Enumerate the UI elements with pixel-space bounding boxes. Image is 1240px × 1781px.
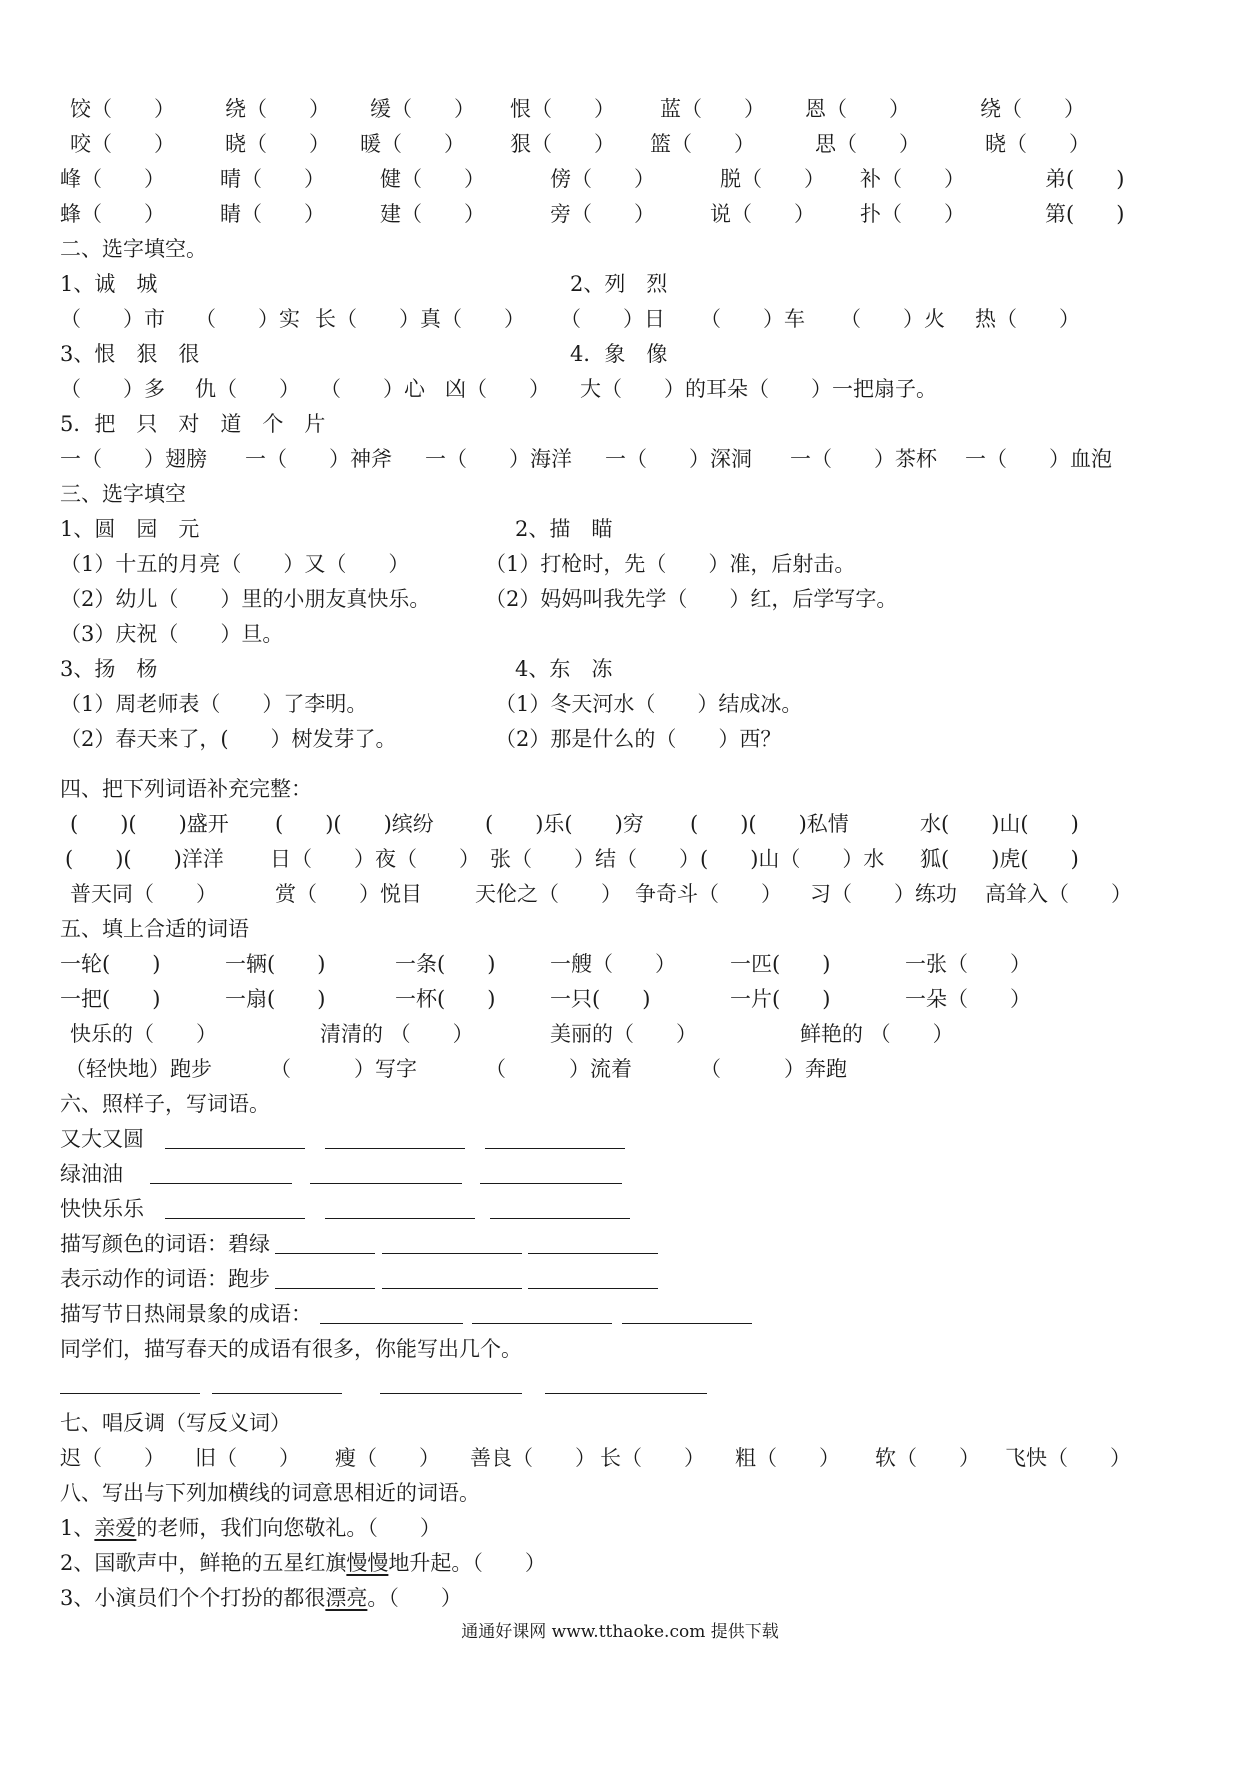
item-prefix: 1、 [60, 1516, 95, 1540]
fill-blank: 真（ ） [420, 307, 525, 331]
idiom-row [60, 807, 1190, 841]
sentence-item: （2）妈妈叫我先学（ ）红，后学写字。 [485, 587, 898, 611]
char-blank: 晴（ ） [220, 167, 325, 191]
group-title-row: 5．把 只 对 道 个 片 [60, 412, 326, 436]
fill-blank: 一（ ）茶杯 [790, 447, 937, 471]
pattern-label: 描写颜色的词语：碧绿 [60, 1232, 270, 1256]
answer-line[interactable] [320, 1323, 463, 1324]
idiom-blank: 赏（ ）悦目 [275, 882, 422, 906]
adverb-blank: （ ）奔跑 [700, 1057, 847, 1081]
group-title: 4．象 像 [570, 342, 668, 366]
fill-row [60, 302, 1190, 336]
pattern-label: 快快乐乐 [60, 1197, 144, 1221]
answer-line[interactable] [485, 1148, 625, 1149]
char-blank: 暖（ ） [360, 132, 465, 156]
answer-line[interactable] [545, 1393, 707, 1394]
fill-blank: （ ）火 [840, 307, 945, 331]
group-title: 3、恨 狠 很 [60, 342, 200, 366]
answer-line[interactable] [382, 1253, 522, 1254]
measure-blank: 一张（ ） [905, 952, 1031, 976]
idiom-blank: 习（ ）练功 [810, 882, 957, 906]
sentence-item: （1）冬天河水（ ）结成冰。 [495, 692, 803, 716]
measure-blank: 一辆( ) [225, 952, 326, 976]
char-blank: 绕（ ） [225, 97, 330, 121]
measure-row [60, 947, 1190, 981]
measure-blank: 一轮( ) [60, 952, 161, 976]
footer-text: 通通好课网 www.tthaoke.com 提供下载 [461, 1622, 779, 1642]
spring-prompt: 同学们，描写春天的成语有很多，你能写出几个。 [60, 1337, 522, 1361]
fill-blank: 一（ ）翅膀 [60, 447, 207, 471]
underlined-word: 慢慢 [346, 1551, 389, 1575]
answer-line[interactable] [528, 1253, 658, 1254]
pattern-label: 表示动作的词语：跑步 [60, 1267, 270, 1291]
group-title: 2、描 瞄 [515, 517, 613, 541]
group-title-row [60, 512, 1190, 546]
antonym-blank: 飞快（ ） [1005, 1446, 1131, 1470]
char-row-1 [60, 92, 1190, 126]
char-blank: 峰（ ） [60, 167, 165, 191]
sentence-item: （1）打枪时，先（ ）准，后射击。 [485, 552, 856, 576]
answer-line[interactable] [310, 1183, 462, 1184]
fill-blank: （ ）车 [700, 307, 805, 331]
adjective-blank: 美丽的（ ） [550, 1022, 697, 1046]
idiom-row [60, 842, 1190, 876]
fill-blank: 热（ ） [975, 307, 1080, 331]
char-blank: 脱（ ） [720, 167, 825, 191]
synonym-item [60, 1581, 1190, 1615]
sentence-item: （3）庆祝（ ）旦。 [60, 622, 284, 646]
answer-line[interactable] [325, 1148, 465, 1149]
group-title: 2、列 烈 [570, 272, 668, 296]
fill-blank: （ ）实 [195, 307, 300, 331]
antonym-blank: 瘦（ ） [335, 1446, 440, 1470]
char-blank: 绕（ ） [980, 97, 1085, 121]
idiom-blank: 狐( )虎( ) [920, 847, 1079, 871]
answer-line[interactable] [480, 1183, 622, 1184]
idiom-row [60, 877, 1190, 911]
section-heading: 四、把下列词语补充完整： [60, 777, 312, 801]
synonym-item [60, 1511, 1190, 1545]
answer-line[interactable] [165, 1148, 305, 1149]
antonym-blank: 迟（ ） [60, 1446, 165, 1470]
answer-line[interactable] [150, 1183, 292, 1184]
sentence-row [60, 722, 1190, 756]
char-blank: 恩（ ） [805, 97, 910, 121]
answer-line[interactable] [325, 1218, 475, 1219]
measure-blank: 一匹( ) [730, 952, 831, 976]
idiom-blank: 天伦之（ ） [475, 882, 622, 906]
item-suffix: 地升起。（ ） [388, 1551, 546, 1575]
idiom-blank: ( )( )洋洋 [65, 847, 224, 871]
sentence-row [60, 687, 1190, 721]
char-blank: 旁（ ） [550, 202, 655, 226]
pattern-label: 又大又圆 [60, 1127, 144, 1151]
answer-line[interactable] [380, 1393, 522, 1394]
idiom-blank: 普天同（ ） [70, 882, 217, 906]
char-row-2 [60, 127, 1190, 161]
antonym-blank: 粗（ ） [735, 1446, 840, 1470]
idiom-blank: ( )( )盛开 [70, 812, 229, 836]
char-blank: 饺（ ） [70, 97, 175, 121]
pattern-row [60, 1192, 1190, 1226]
pattern-row [60, 1262, 1190, 1296]
measure-blank: 一艘（ ） [550, 952, 676, 976]
idiom-blank: ( )( )缤纷 [275, 812, 434, 836]
group-title-row [60, 267, 1190, 301]
antonym-blank: 软（ ） [875, 1446, 980, 1470]
sentence-row [60, 582, 1190, 616]
fill-blank: （ ）心 [320, 377, 425, 401]
char-blank: 蜂（ ） [60, 202, 165, 226]
fill-row [60, 442, 1190, 476]
section-heading: 三、选字填空 [60, 482, 186, 506]
group-title: 1、圆 园 元 [60, 517, 200, 541]
antonym-blank: 旧（ ） [195, 1446, 300, 1470]
char-blank: 思（ ） [815, 132, 920, 156]
group-title-row [60, 337, 1190, 371]
antonym-row [60, 1441, 1190, 1475]
answer-line[interactable] [275, 1288, 375, 1289]
answer-line[interactable] [490, 1218, 630, 1219]
char-blank: 缓（ ） [370, 97, 475, 121]
group-title: 1、诚 城 [60, 272, 158, 296]
char-row-3 [60, 162, 1190, 196]
sentence-item: （2）那是什么的（ ）西？ [495, 727, 782, 751]
measure-blank: 一扇( ) [225, 987, 326, 1011]
section-heading: 二、选字填空。 [60, 237, 207, 261]
answer-line[interactable] [382, 1288, 522, 1289]
section-heading: 六、照样子，写词语。 [60, 1092, 270, 1116]
answer-line[interactable] [60, 1393, 200, 1394]
char-blank: 第( ) [1045, 202, 1125, 226]
idiom-blank: 高耸入（ ） [985, 882, 1132, 906]
pattern-label: 绿油油 [60, 1162, 123, 1186]
fill-blank: 一（ ）神斧 [245, 447, 392, 471]
sentence-item: （2）春天来了，( ）树发芽了。 [60, 727, 397, 751]
idiom-blank: 张（ ）结（ ） [490, 847, 700, 871]
sentence-item: （1）十五的月亮（ ）又（ ） [60, 552, 410, 576]
fill-blank: 凶（ ） [445, 377, 550, 401]
char-blank: 健（ ） [380, 167, 485, 191]
fill-blank: （ ）日 [560, 307, 665, 331]
answer-line[interactable] [275, 1253, 375, 1254]
fill-blank: （ ）多 [60, 377, 165, 401]
idiom-blank: ( )( )私情 [690, 812, 849, 836]
sentence-item: （2）幼儿（ ）里的小朋友真快乐。 [60, 587, 431, 611]
answer-line[interactable] [622, 1323, 752, 1324]
char-blank: 睛（ ） [220, 202, 325, 226]
item-prefix: 2、国歌声中，鲜艳的五星红旗 [60, 1551, 347, 1575]
answer-line[interactable] [212, 1393, 342, 1394]
group-title-row [60, 652, 1190, 686]
char-blank: 恨（ ） [510, 97, 615, 121]
idiom-blank: 争奇斗（ ） [635, 882, 782, 906]
fill-blank: 一（ ）血泡 [965, 447, 1112, 471]
char-blank: 傍（ ） [550, 167, 655, 191]
adverb-row [60, 1052, 1190, 1086]
char-blank: 建（ ） [380, 202, 485, 226]
adjective-blank: 快乐的（ ） [70, 1022, 217, 1046]
measure-blank: 一把( ) [60, 987, 161, 1011]
item-suffix: 的老师，我们向您敬礼。（ ） [136, 1516, 441, 1540]
antonym-blank: 长（ ） [600, 1446, 705, 1470]
idiom-blank: 水( )山( ) [920, 812, 1079, 836]
adjective-blank: 清清的 （ ） [320, 1022, 474, 1046]
adverb-blank: （ ）流着 [485, 1057, 632, 1081]
sentence-row [60, 617, 1190, 651]
char-blank: 晓（ ） [225, 132, 330, 156]
char-blank: 狠（ ） [510, 132, 615, 156]
measure-blank: 一只( ) [550, 987, 651, 1011]
answer-line[interactable] [472, 1323, 612, 1324]
measure-blank: 一片( ) [730, 987, 831, 1011]
synonym-item [60, 1546, 1190, 1580]
adjective-row [60, 1017, 1190, 1051]
measure-row [60, 982, 1190, 1016]
idiom-blank: 日（ ）夜（ ） [270, 847, 480, 871]
idiom-blank: ( )乐( )穷 [485, 812, 644, 836]
char-blank: 蓝（ ） [660, 97, 765, 121]
adverb-blank: （ ）写字 [270, 1057, 417, 1081]
pattern-row [60, 1227, 1190, 1261]
fill-blank: 大（ ）的耳朵（ ）一把扇子。 [580, 377, 937, 401]
measure-blank: 一条( ) [395, 952, 496, 976]
fill-blank: 仇（ ） [195, 377, 300, 401]
adverb-blank: （轻快地）跑步 [65, 1057, 212, 1081]
char-row-4 [60, 197, 1190, 231]
pattern-row [60, 1122, 1190, 1156]
group-title: 3、扬 杨 [60, 657, 158, 681]
measure-blank: 一朵（ ） [905, 987, 1031, 1011]
measure-blank: 一杯( ) [395, 987, 496, 1011]
sentence-row [60, 547, 1190, 581]
answer-line[interactable] [528, 1288, 658, 1289]
underlined-word: 漂亮 [325, 1586, 368, 1610]
group-title: 4、东 冻 [515, 657, 613, 681]
char-blank: 弟( ) [1045, 167, 1125, 191]
fill-blank: 一（ ）深洞 [605, 447, 752, 471]
char-blank: 说（ ） [710, 202, 815, 226]
pattern-label: 描写节日热闹景象的成语： [60, 1302, 312, 1326]
char-blank: 扑（ ） [860, 202, 965, 226]
item-prefix: 3、小演员们个个打扮的都很 [60, 1586, 326, 1610]
section-heading: 五、填上合适的词语 [60, 917, 249, 941]
char-blank: 咬（ ） [70, 132, 175, 156]
fill-blank: 长（ ） [315, 307, 420, 331]
fill-row [60, 372, 1190, 406]
answer-line[interactable] [165, 1218, 305, 1219]
underlined-word: 亲爱 [94, 1516, 137, 1540]
fill-blank: 一（ ）海洋 [425, 447, 572, 471]
antonym-blank: 善良（ ） [470, 1446, 596, 1470]
fill-blank: （ ）市 [60, 307, 165, 331]
idiom-blank: ( )山（ ）水 [700, 847, 885, 871]
char-blank: 篮（ ） [650, 132, 755, 156]
char-blank: 晓（ ） [985, 132, 1090, 156]
item-suffix: 。（ ） [367, 1586, 462, 1610]
pattern-row [60, 1157, 1190, 1191]
char-blank: 补（ ） [860, 167, 965, 191]
pattern-row [60, 1297, 1190, 1331]
section-heading: 八、写出与下列加横线的词意思相近的词语。 [60, 1481, 480, 1505]
adjective-blank: 鲜艳的 （ ） [800, 1022, 954, 1046]
section-heading: 七、唱反调（写反义词） [60, 1411, 291, 1435]
sentence-item: （1）周老师表（ ）了李明。 [60, 692, 368, 716]
